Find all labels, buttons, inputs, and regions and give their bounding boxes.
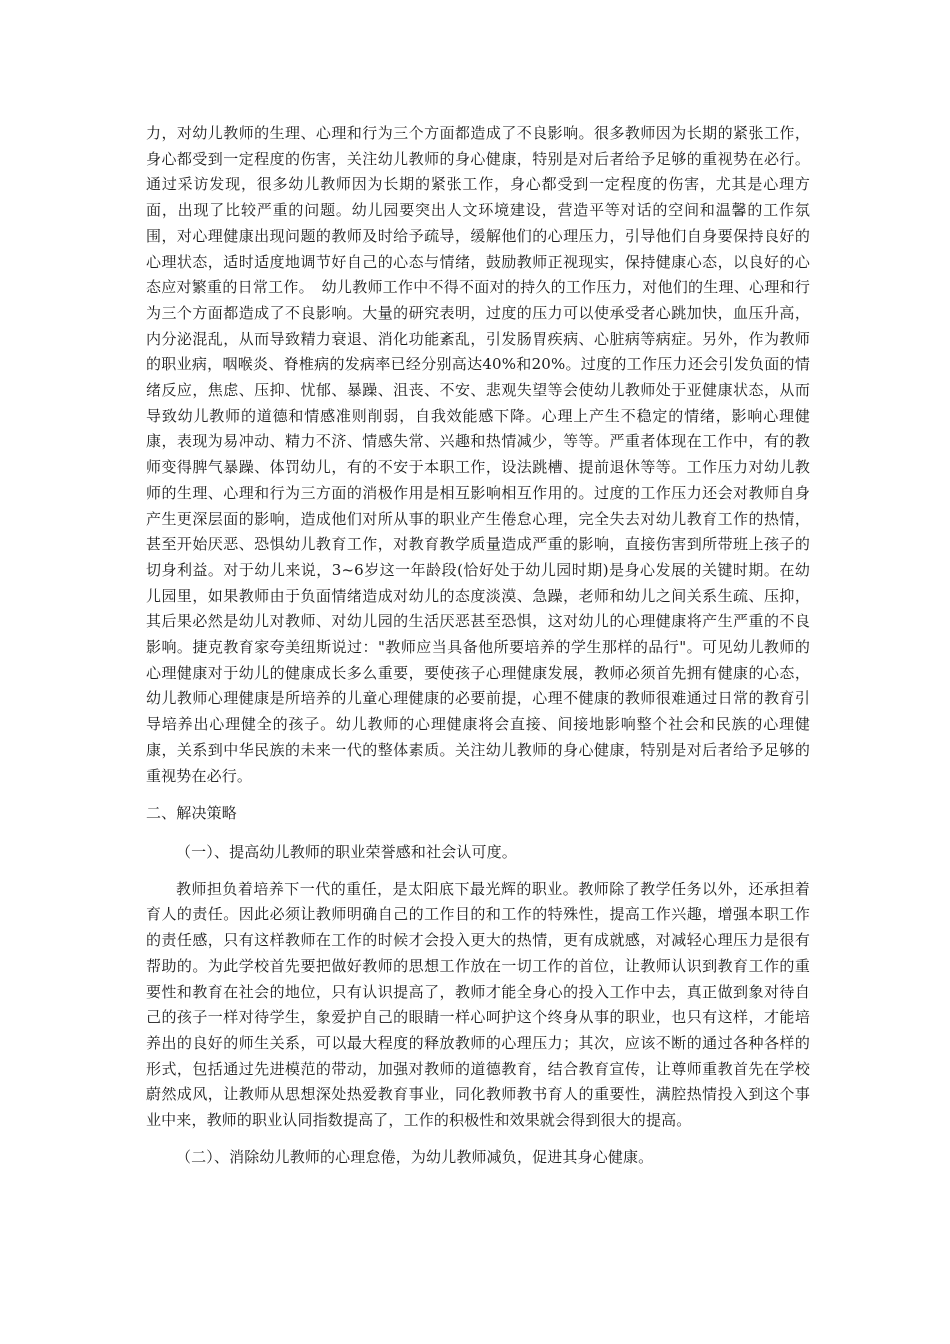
body-paragraph-2: 教师担负着培养下一代的重任，是太阳底下最光辉的职业。教师除了教学任务以外，还承担着育人的责任。因此必须让教师明确自己的工作目的和工作的特殊性，提高工作兴趣，增强本职工作的责任感，只有这样教师在工作的时候才会投入更大的热情，更有成就感，对减轻心理压力是很有帮助的。为此学校首先要把做好教师的思想工作放在一切工作的首位，让教师认识到教育工作的重要性和教育在社会的地位，只有认识提高了，教师才能全身心的投入工作中去，真正做到象对待自己的孩子一样对待学生，象爱护自己的眼睛一样心呵护这个终身从事的职业，也只有这样，才能培养出的良好的师生关系，可以最大程度的释放教师的心理压力；其次，应该不断的通过各种各样的形式，包括通过先进模范的带动，加强对教师的道德教育，结合教育宣传，让尊师重教首先在学校蔚然成风，让教师从思想深处热爱教育事业，同化教师教书育人的重要性，满腔热情投入到这个事业中来，教师的职业认同指数提高了，工作的积极性和效果就会得到很大的提高。 bbox=[146, 879, 810, 1130]
body-paragraph-1: 力，对幼儿教师的生理、心理和行为三个方面都造成了不良影响。很多教师因为长期的紧张工作，身心都受到一定程度的伤害，关注幼儿教师的身心健康，特别是对后者给予足够的重视势在必行。通过采访发现，很多幼儿教师因为长期的紧张工作，身心都受到一定程度的伤害，尤其是心理方面，出现了比较严重的问题。幼儿园要突出人文环境建设，营造平等对话的空间和温馨的工作氛围，对心理健康出现问题的教师及时给予疏导，缓解他们的心理压力，引导他们自身要保持良好的心理状态，适时适度地调节好自己的心态与情绪，鼓励教师正视现实，保持健康心态，以良好的心态应对繁重的日常工作。 幼儿教师工作中不得不面对的持久的工作压力，对他们的生理、心理和行为三个方面都造成了不良影响。大量的研究表明，过度的压力可以使承受者心跳加快，血压升高，内分泌混乱，从而导致精力衰退、消化功能紊乱，引发肠胃疾病、心脏病等病症。另外，作为教师的职业病，咽喉炎、脊椎病的发病率已经分别高达40%和20%。过度的工作压力还会引发负面的情绪反应，焦虑、压抑、忧郁、暴躁、沮丧、不安、悲观失望等会使幼儿教师处于亚健康状态，从而导致幼儿教师的道德和情感准则削弱，自我效能感下降。心理上产生不稳定的情绪，影响心理健康，表现为易冲动、精力不济、情感失常、兴趣和热情减少，等等。严重者体现在工作中，有的教师变得脾气暴躁、体罚幼儿，有的不安于本职工作，设法跳槽、提前退休等等。工作压力对幼儿教师的生理、心理和行为三方面的消极作用是相互影响相互作用的。过度的工作压力还会对教师自身产生更深层面的影响，造成他们对所从事的职业产生倦怠心理，完全失去对幼儿教育工作的热情，甚至开始厌恶、恐惧幼儿教育工作，对教育教学质量造成严重的影响，直接伤害到所带班上孩子的切身利益。对于幼儿来说，3~6岁这一年龄段(恰好处于幼儿园时期)是身心发展的关键时期。在幼儿园里，如果教师由于负面情绪造成对幼儿的态度淡漠、急躁，老师和幼儿之间关系生疏、压抑，其后果必然是幼儿对教师、对幼儿园的生活厌恶甚至恐惧，这对幼儿的心理健康将产生严重的不良影响。捷克教育家夸美纽斯说过："教师应当具备他所要培养的学生那样的品行"。可见幼儿教师的心理健康对于幼儿的健康成长多么重要，要使孩子心理健康发展，教师必须首先拥有健康的心态，幼儿教师心理健康是所培养的儿童心理健康的必要前提，心理不健康的教师很难通过日常的教育引导培养出心理健全的孩子。幼儿教师的心理健康将会直接、间接地影响整个社会和民族的心理健康，关系到中华民族的未来一代的整体素质。关注幼儿教师的身心健康，特别是对后者给予足够的重视势在必行。 bbox=[146, 124, 810, 785]
section-heading: 二、解决策略 bbox=[146, 804, 237, 823]
subheading-2: （二）、消除幼儿教师的心理怠倦，为幼儿教师减负，促进其身心健康。 bbox=[176, 1147, 654, 1166]
document-body bbox=[146, 121, 810, 1170]
subheading-1: （一）、提高幼儿教师的职业荣誉感和社会认可度。 bbox=[176, 842, 517, 861]
